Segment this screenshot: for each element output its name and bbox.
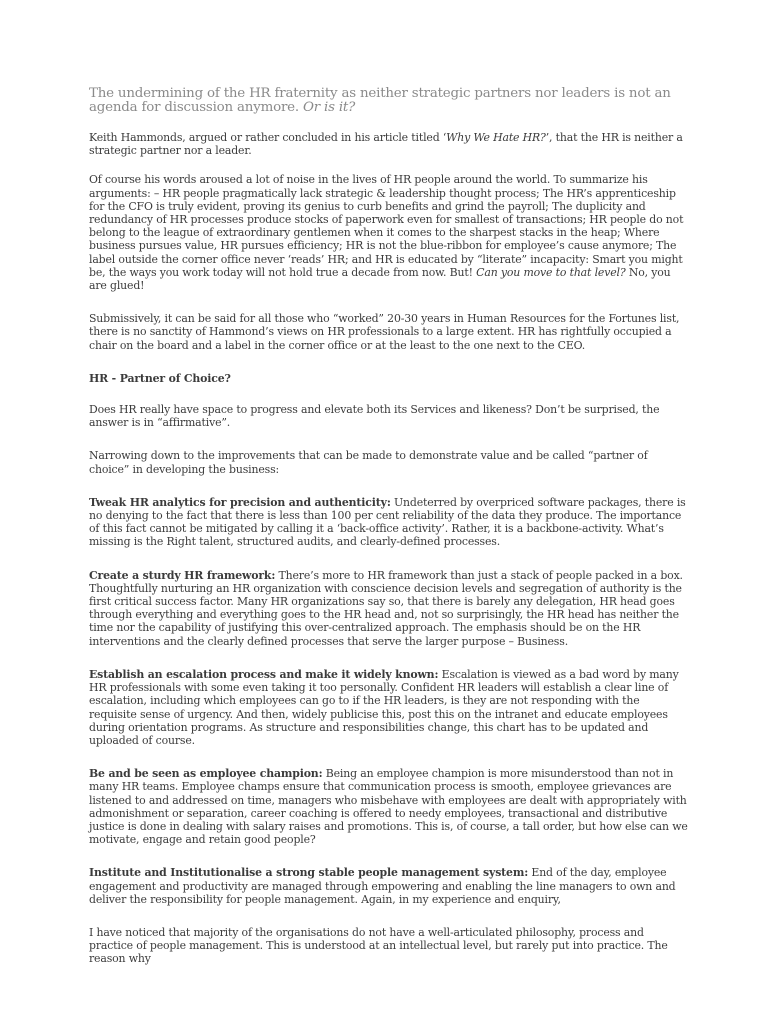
point-hr-framework <box>89 569 689 648</box>
paragraph-text: Of course his words aroused a lot of noise in the lives of HR people around the world. To summarize his arguments: – HR people pragmatically lack strategic & leadership thought process; The HR’s apprenticeship for the CFO is truly evident, proving its genius to curb benefits and grind the payroll; The duplicity and redundancy of HR processes produce stocks of paperwork even for smallest of transactions; HR people do not belong to the league of extraordinary gentlemen when it comes to the sharpest stacks in the heap; Where business pursues value, HR pursues efficiency; HR is not the blue-ribbon for employee’s cause anymore; The label outside the corner office never ‘reads’ HR; and HR is educated by “literate” incapacity: Smart you might be, the ways you work today will not hold true a decade from now. But! <box>89 173 684 279</box>
article-body <box>89 87 689 982</box>
paragraph-text: Keith Hammonds, argued or rather concluded in his article titled ‘ <box>89 131 447 144</box>
point-escalation <box>89 668 689 747</box>
paragraph-submissively: Submissively, it can be said for all those who “worked” 20-30 years in Human Resources for the Fortunes list, there is no sanctity of Hammond’s views on HR professionals to a large extent. HR has rightfully occupied a chair on the board and a label in the corner office or at the least to the one next to the CEO. <box>89 312 680 352</box>
point-text: Undeterred by overpriced software packages, there is no denying to the fact that there is less than 100 per cent reliability of the data they produce. The importance of this fact cannot be mitigated by calling it a ‘back-office activity’. Rather, it is a backbone-activity. What’s missing is the Right talent, structured audits, and clearly-defined processes. <box>89 495 686 549</box>
paragraph-text: ’, that the HR is neither a strategic partner nor a leader. <box>89 131 683 158</box>
point-title: Create a sturdy HR framework: <box>89 568 276 582</box>
paragraph-text: No, you are glued! <box>89 265 671 293</box>
paragraph-narrowing-down: Narrowing down to the improvements that can be made to demonstrate value and be called “partner of choice” in developing the business: <box>89 449 648 476</box>
intro-text: The undermining of the HR fraternity as neither strategic partners nor leaders is not an agenda for discussion anymore. <box>89 86 671 115</box>
paragraph-space-to-progress: Does HR really have space to progress and elevate both its Services and likeness? Don’t be surprised, the answer is in “affirmative”. <box>89 403 660 430</box>
article-title-reference: Why We Hate HR? <box>446 131 546 144</box>
point-people-management-system <box>89 866 689 906</box>
point-title: Establish an escalation process and make it widely known: <box>89 667 439 681</box>
italic-question: Can you move to that level? <box>476 265 626 279</box>
paragraph-closing: I have noticed that majority of the organisations do not have a well-articulated philosophy, process and practice of people management. This is understood at an intellectual level, but rarely put into practice. The reason why <box>89 925 668 966</box>
point-text: There’s more to HR framework than just a stack of people packed in a box. Thoughtfully nurturing an HR organization with conscience decision levels and segregation of authority is the first critical success factor. Many HR organizations say so, that there is barely any delegation, HR head goes through everything and everything goes to the HR head and, not so surprisingly, the HR head has neither the time nor the capability of justifying this over-centralized approach. The emphasis should be on the HR interventions and the clearly defined processes that serve the larger purpose – Business. <box>89 568 683 648</box>
paragraph-hammonds <box>89 131 689 157</box>
point-text: Being an employee champion is more misunderstood than not in many HR teams. Employee champs ensure that communication process is smooth, employee grievances are listened to and addressed on time, managers who misbehave with employees are dealt with appropriately with admonishment or separation, career coaching is offered to needy employees, transactional and distributive justice is done in dealing with salary raises and promotions. This is, of course, a tall order, but how else can we motivate, engage and retain good people? <box>89 767 688 847</box>
point-text: Escalation is viewed as a bad word by many HR professionals with some even taking it too personally. Confident HR leaders will establish a clear line of escalation, including which employees can go to if the HR leaders, is they are not responding with the requisite sense of urgency. And then, widely publicise this, post this on the intranet and educate employees during orientation programs. As structure and responsibilities change, this chart has to be updated and uploaded of course. <box>89 667 679 747</box>
point-hr-analytics <box>89 496 689 549</box>
point-title: Institute and Institutionalise a strong stable people management system: <box>89 866 529 880</box>
article-intro <box>89 87 689 115</box>
point-title: Tweak HR analytics for precision and authenticity: <box>89 495 391 509</box>
intro-question: Or is it? <box>302 100 356 115</box>
paragraph-arguments <box>89 173 689 292</box>
section-heading: HR - Partner of Choice? <box>89 371 231 385</box>
point-employee-champion <box>89 767 689 846</box>
point-text: End of the day, employee engagement and productivity are managed through empowering and enabling the line managers to own and deliver the responsibility for people management. Again, in my experience and enquiry, <box>89 866 676 906</box>
point-title: Be and be seen as employee champion: <box>89 767 323 781</box>
